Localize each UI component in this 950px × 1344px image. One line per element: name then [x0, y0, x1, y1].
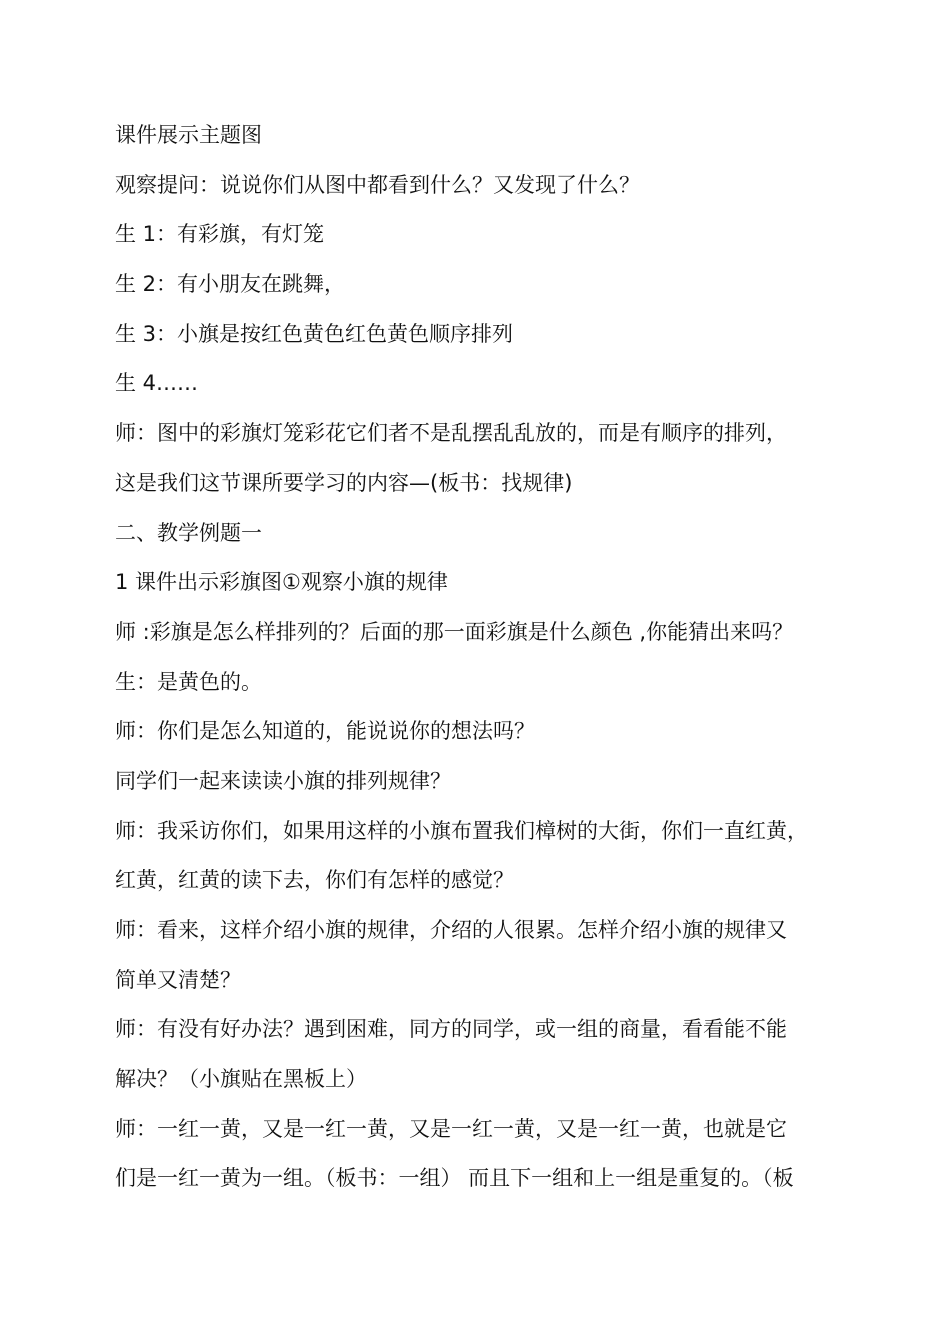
text-line: 1 课件出示彩旗图①观察小旗的规律	[115, 570, 448, 595]
document-body	[115, 111, 840, 1204]
text-line: 观察提问：说说你们从图中都看到什么？又发现了什么？	[115, 172, 640, 197]
text-line: 解决？（小旗贴在黑板上）	[115, 1067, 367, 1092]
text-line: 课件展示主题图	[115, 123, 262, 147]
text-line: 红黄，红黄的读下去，你们有怎样的感觉？	[115, 868, 514, 893]
text-line: 同学们一起来读读小旗的排列规律？	[115, 768, 451, 793]
text-line: 师 :彩旗是怎么样排列的？后面的那一面彩旗是什么颜色 ,你能猜出来吗？	[115, 619, 794, 644]
text-line: 师：你们是怎么知道的，能说说你的想法吗？	[115, 719, 535, 744]
text-line: 师：我采访你们，如果用这样的小旗布置我们樟树的大街，你们一直红黄，	[115, 818, 808, 843]
text-line: 生：是黄色的。	[115, 669, 262, 694]
text-line: 师：图中的彩旗灯笼彩花它们者不是乱摆乱乱放的，而是有顺序的排列，	[115, 421, 787, 446]
text-line: 生 3：小旗是按红色黄色红色黄色顺序排列	[115, 321, 514, 346]
text-line: 生 4……	[115, 371, 199, 396]
text-line: 生 1：有彩旗，有灯笼	[115, 222, 325, 247]
text-line: 们是一红一黄为一组。（板书：一组） 而且下一组和上一组是重复的。（板	[115, 1166, 794, 1191]
text-line: 简单又清楚？	[115, 967, 241, 992]
section-heading: 二、教学例题一	[115, 520, 262, 545]
text-line: 师：看来，这样介绍小旗的规律，介绍的人很累。怎样介绍小旗的规律又	[115, 918, 787, 942]
text-line: 这是我们这节课所要学习的内容—(板书：找规律)	[115, 470, 573, 495]
text-line: 师：一红一黄，又是一红一黄，又是一红一黄，又是一红一黄，也就是它	[115, 1116, 787, 1141]
text-line: 生 2：有小朋友在跳舞，	[115, 272, 346, 297]
text-line: 师：有没有好办法？遇到困难，同方的同学，或一组的商量，看看能不能	[115, 1017, 787, 1042]
